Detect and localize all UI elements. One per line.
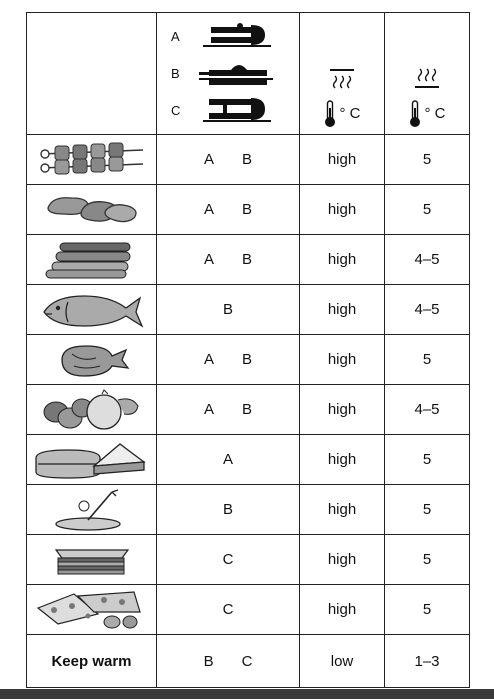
bottom-border: [0, 689, 494, 699]
food-cell: [27, 285, 157, 335]
position-c: [171, 96, 299, 126]
position-cell: [157, 285, 300, 335]
table-row: [27, 135, 470, 185]
temperature-cell: high: [300, 385, 385, 435]
position-cell: [157, 635, 300, 688]
table-row: [27, 435, 470, 485]
food-cell: [27, 235, 157, 285]
time-cell: 4–5: [385, 385, 470, 435]
time-cell: 4–5: [385, 285, 470, 335]
pizza-icon: [34, 588, 150, 632]
position-letter: B: [242, 251, 253, 268]
header-row: [27, 13, 470, 135]
chicken-icon: [52, 340, 132, 380]
temperature-cell: high: [300, 485, 385, 535]
food-cell: [27, 585, 157, 635]
table-row: [27, 385, 470, 435]
sausages-icon: [42, 240, 142, 280]
position-letter: C: [171, 103, 181, 119]
grill-position-c-icon: [195, 96, 275, 126]
table-row: [27, 585, 470, 635]
position-letter: A: [171, 28, 180, 44]
position-cell: [157, 435, 300, 485]
temperature-cell: high: [300, 235, 385, 285]
position-letter: A: [203, 251, 214, 268]
cooking-table: [26, 12, 470, 688]
position-cell: [157, 335, 300, 385]
table-row: [27, 535, 470, 585]
table-row: [27, 235, 470, 285]
steaks-icon: [42, 192, 142, 228]
position-cell: [157, 535, 300, 585]
header-top-bottom-heat-cell: [385, 13, 470, 135]
position-a: [171, 21, 299, 51]
position-cell: [157, 585, 300, 635]
skewers-icon: [37, 140, 147, 180]
position-letter: B: [242, 201, 253, 218]
position-letter: A: [203, 151, 214, 168]
temperature-cell: high: [300, 185, 385, 235]
position-letter: B: [242, 151, 253, 168]
position-cell: [157, 485, 300, 535]
food-cell: [27, 435, 157, 485]
thermometer-icon: [409, 100, 421, 128]
position-letter: C: [222, 551, 234, 568]
position-letter: A: [203, 401, 214, 418]
header-top-heat-cell: [300, 13, 385, 135]
header-positions-cell: [157, 13, 300, 135]
temperature-cell: high: [300, 585, 385, 635]
position-letter: A: [203, 351, 214, 368]
temperature-cell: low: [300, 635, 385, 688]
position-letter: B: [171, 65, 180, 81]
grill-position-b-icon: [195, 58, 275, 88]
temperature-cell: high: [300, 435, 385, 485]
time-cell: 5: [385, 135, 470, 185]
position-cell: [157, 235, 300, 285]
table-row: [27, 485, 470, 535]
egg-pan-icon: [42, 488, 142, 532]
time-cell: 4–5: [385, 235, 470, 285]
position-letter: B: [242, 351, 253, 368]
table-row: [27, 285, 470, 335]
position-letter: B: [222, 501, 233, 518]
food-cell: [27, 485, 157, 535]
time-cell: 5: [385, 185, 470, 235]
top-heat-icon: [327, 68, 357, 90]
keep-warm-row: [27, 635, 470, 688]
unit-label: ° C: [339, 105, 361, 122]
keep-warm-label: Keep warm: [27, 635, 157, 688]
food-cell: [27, 335, 157, 385]
thermometer-icon: [324, 100, 336, 128]
unit-label: ° C: [424, 105, 446, 122]
time-cell: 5: [385, 485, 470, 535]
temperature-cell: high: [300, 135, 385, 185]
position-cell: [157, 135, 300, 185]
position-letter: B: [222, 301, 233, 318]
time-cell: 5: [385, 585, 470, 635]
food-cell: [27, 135, 157, 185]
temperature-cell: high: [300, 335, 385, 385]
position-b: [171, 58, 299, 88]
table-row: [27, 185, 470, 235]
time-cell: 1–3: [385, 635, 470, 688]
temperature-cell: high: [300, 535, 385, 585]
food-cell: [27, 535, 157, 585]
vegetables-icon: [40, 388, 144, 432]
position-cell: [157, 185, 300, 235]
position-letter: A: [222, 451, 233, 468]
position-letter: B: [203, 652, 214, 670]
fish-icon: [40, 290, 144, 330]
time-cell: 5: [385, 435, 470, 485]
position-letter: A: [203, 201, 214, 218]
time-cell: 5: [385, 535, 470, 585]
top-bottom-heat-icon: [412, 68, 442, 90]
position-letter: C: [222, 601, 234, 618]
table-row: [27, 335, 470, 385]
position-letter: C: [241, 652, 253, 670]
lasagna-icon: [52, 542, 132, 578]
position-cell: [157, 385, 300, 435]
grill-position-a-icon: [195, 21, 275, 51]
food-cell: [27, 385, 157, 435]
food-cell: [27, 185, 157, 235]
header-empty-cell: [27, 13, 157, 135]
position-letter: B: [242, 401, 253, 418]
temperature-cell: high: [300, 285, 385, 335]
sandwiches-icon: [32, 440, 152, 480]
time-cell: 5: [385, 335, 470, 385]
